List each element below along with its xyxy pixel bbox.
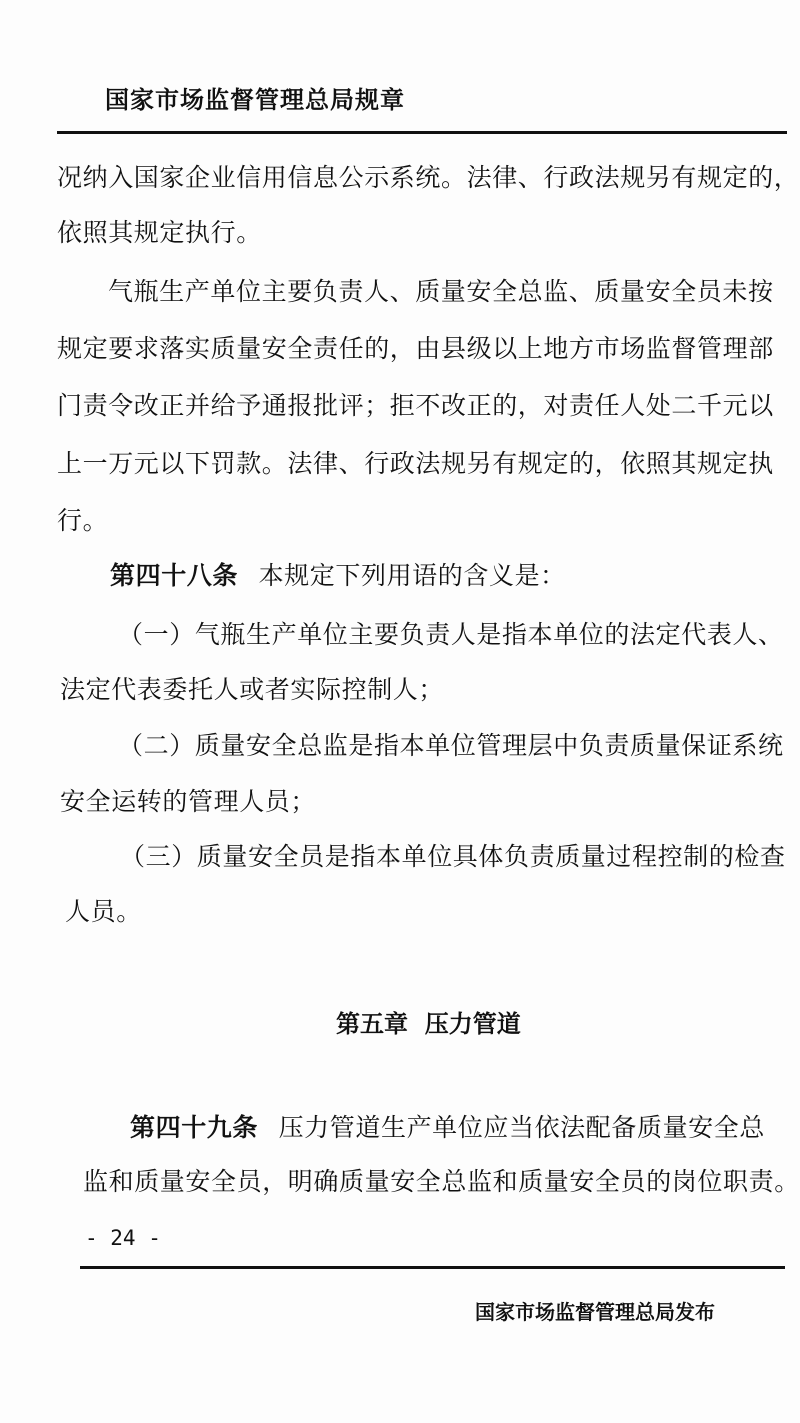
definition-line: （一）气瓶生产单位主要负责人是指本单位的法定代表人、 xyxy=(118,620,784,649)
definition-line: 法定代表委托人或者实际控制人； xyxy=(60,675,445,704)
body-line: 况纳入国家企业信用信息公示系统。法律、行政法规另有规定的， xyxy=(57,163,800,192)
article-label: 第四十九条 xyxy=(130,1113,259,1142)
body-line: 门责令改正并给予通报批评；拒不改正的，对责任人处二千元以 xyxy=(57,391,774,420)
body-line: 气瓶生产单位主要负责人、质量安全总监、质量安全员未按 xyxy=(108,277,774,306)
body-line: 监和质量安全员，明确质量安全总监和质量安全员的岗位职责。 xyxy=(83,1167,800,1196)
article-49 xyxy=(130,1113,765,1143)
header-title: 国家市场监督管理总局规章 xyxy=(105,86,405,114)
body-line: 规定要求落实质量安全责任的，由县级以上地方市场监督管理部 xyxy=(57,334,774,363)
article-48 xyxy=(110,561,566,591)
body-line: 上一万元以下罚款。法律、行政法规另有规定的，依照其规定执 xyxy=(57,449,774,478)
article-label: 第四十八条 xyxy=(110,561,239,590)
body-line: 依照其规定执行。 xyxy=(57,218,262,247)
definition-line: 安全运转的管理人员； xyxy=(60,787,317,816)
header-rule xyxy=(57,131,787,134)
article-text: 本规定下列用语的含义是： xyxy=(258,561,566,590)
page-number: - 24 - xyxy=(85,1226,161,1250)
definition-line: 人员。 xyxy=(65,897,142,926)
article-text: 压力管道生产单位应当依法配备质量安全总 xyxy=(278,1113,765,1142)
footer-publisher: 国家市场监督管理总局发布 xyxy=(475,1300,715,1324)
definition-line: （三）质量安全员是指本单位具体负责质量过程控制的检查 xyxy=(120,842,786,871)
body-line: 行。 xyxy=(57,506,109,535)
definition-line: （二）质量安全总监是指本单位管理层中负责质量保证系统 xyxy=(118,731,784,760)
footer-rule xyxy=(80,1266,785,1269)
chapter-heading: 第五章 压力管道 xyxy=(336,1010,521,1038)
